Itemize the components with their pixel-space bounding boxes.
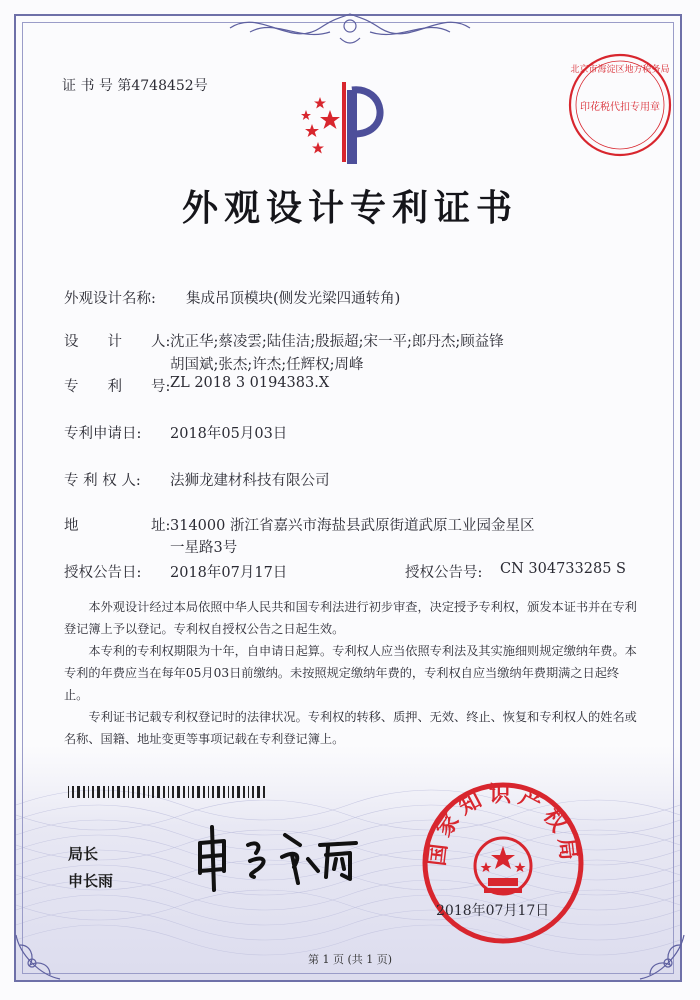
- patent-number-value: ZL 2018 3 0194383.X: [170, 375, 330, 391]
- grant-date-label: 授权公告日:: [64, 565, 142, 581]
- official-seal: [418, 778, 588, 948]
- filing-date-label: 专利申请日:: [64, 426, 142, 442]
- description-paragraph-3: 专利证书记载专利权登记时的法律状况。专利权的转移、质押、无效、终止、恢复和专利权人的姓名或名称、国籍、地址变更等事项记载在专利登记簿上。: [64, 710, 637, 746]
- description-paragraph-1: 本外观设计经过本局依照中华人民共和国专利法进行初步审查，决定授予专利权，颁发本证书并在专利登记簿上予以登记。专利权自授权公告之日起生效。: [64, 600, 637, 636]
- handwritten-signature: [190, 815, 360, 895]
- patent-office-logo: [290, 72, 400, 172]
- designers-line1: 沈正华;蔡凌雲;陆佳洁;殷振超;宋一平;郎丹杰;顾益锋: [170, 334, 504, 350]
- filing-date-value: 2018年05月03日: [170, 426, 288, 442]
- seal-date: 2018年07月17日: [436, 903, 550, 919]
- patentee-label: 专 利 权 人:: [64, 473, 141, 489]
- seal-text: 国家知识产权局: [424, 782, 582, 868]
- grant-date-value: 2018年07月17日: [170, 565, 288, 581]
- description-paragraph-2: 本专利的专利权期限为十年，自申请日起算。专利权人应当依照专利法及其实施细则规定缴纳年费。本专利的年费应当在每年05月03日前缴纳。未按照规定缴纳年费的，专利权自应当缴纳年费期满之日起终止。: [64, 644, 637, 702]
- signature-title: 局长: [68, 845, 99, 863]
- svg-text:北京市海淀区地方税务局: 北京市海淀区地方税务局: [570, 65, 670, 75]
- signature-name: 申长雨: [68, 872, 114, 890]
- tax-stamp-label: 印花税代扣专用章: [580, 102, 660, 113]
- patentee-value: 法狮龙建材科技有限公司: [170, 473, 330, 489]
- tax-stamp: [565, 50, 675, 160]
- address-line1: 314000 浙江省嘉兴市海盐县武原街道武原工业园金星区: [170, 518, 535, 534]
- design-name-label: 外观设计名称:: [64, 291, 156, 307]
- page-footer: 第 1 页 (共 1 页): [307, 953, 393, 966]
- certificate-number: 证 书 号 第4748452号: [62, 78, 208, 94]
- address-label: 地 址:: [64, 518, 171, 534]
- designers-line2: 胡国斌;张杰;许杰;任辉权;周峰: [170, 357, 364, 373]
- page-title: 外观设计专利证书: [181, 188, 518, 229]
- grant-number-value: CN 304733285 S: [500, 561, 626, 577]
- designers-label: 设 计 人:: [64, 334, 171, 350]
- top-ornament: [220, 8, 480, 48]
- patent-number-label: 专 利 号:: [64, 379, 171, 395]
- barcode: [68, 786, 268, 798]
- address-line2: 一星路3号: [170, 540, 238, 556]
- grant-number-label: 授权公告号:: [405, 565, 483, 581]
- certificate-description: [64, 596, 640, 750]
- design-name-value: 集成吊顶模块(侧发光梁四通转角): [186, 291, 401, 307]
